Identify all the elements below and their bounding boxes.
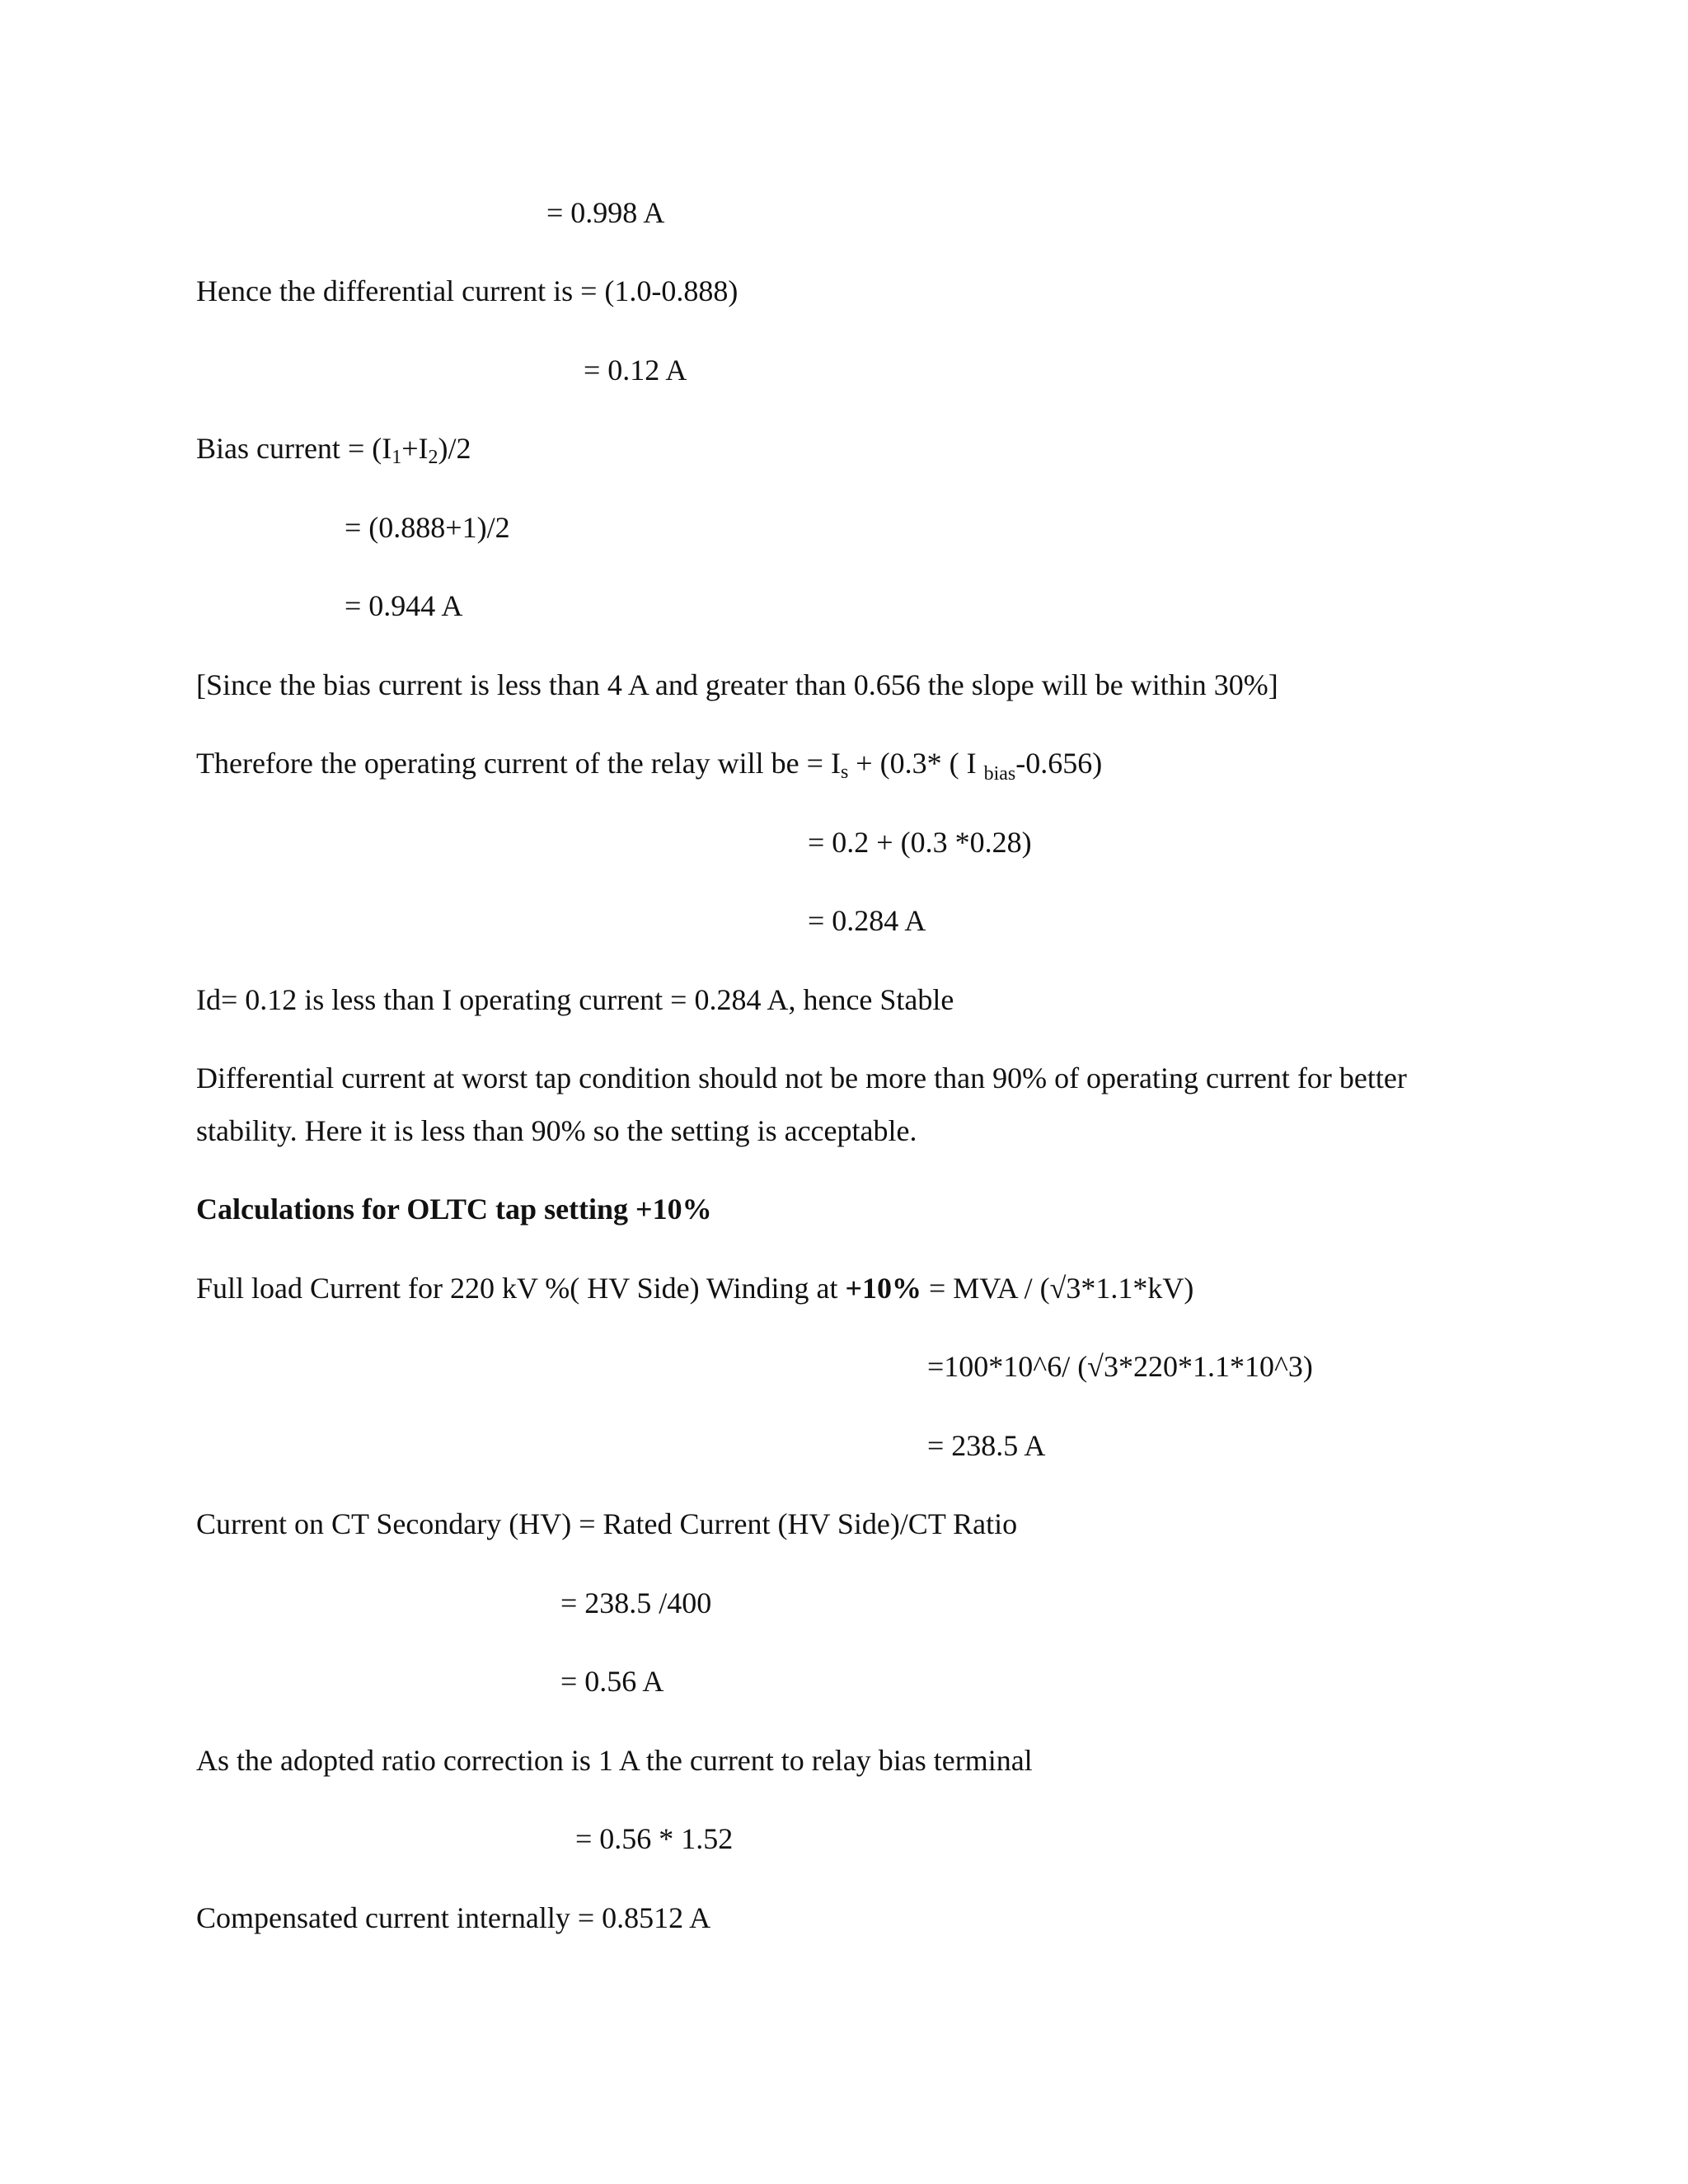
formula-line <box>196 1270 1193 1306</box>
text-fragment: +I <box>401 432 429 465</box>
text-fragment: + (0.3* ( I <box>848 747 984 780</box>
result-line: = 0.56 * 1.52 <box>575 1822 734 1855</box>
subscript: 1 <box>392 447 402 468</box>
result-line: = 0.2 + (0.3 *0.28) <box>808 826 1032 859</box>
result-line: = 0.998 A <box>546 196 665 229</box>
result-line: = 0.944 A <box>345 589 463 622</box>
result-line: = 238.5 /400 <box>560 1586 712 1619</box>
text-fragment: )/2 <box>438 432 471 465</box>
section-heading: Calculations for OLTC tap setting +10% <box>196 1193 712 1226</box>
text-line: Id= 0.12 is less than I operating current = 0.284 A, hence Stable <box>196 983 954 1016</box>
formula-line <box>196 745 1103 785</box>
text-fragment: Full load Current for 220 kV %( HV Side) Winding at <box>196 1272 846 1305</box>
result-line: = 0.56 A <box>560 1665 664 1698</box>
result-line: = 238.5 A <box>927 1429 1046 1462</box>
bold-fragment: +10% <box>845 1272 921 1305</box>
text-line: Compensated current internally = 0.8512 A <box>196 1901 711 1934</box>
subscript: s <box>840 762 849 783</box>
result-line: = 0.284 A <box>808 904 926 937</box>
result-line: =100*10^6/ (√3*220*1.1*10^3) <box>927 1350 1313 1383</box>
subscript: 2 <box>428 447 438 468</box>
text-line: stability. Here it is less than 90% so the setting is acceptable. <box>196 1114 917 1147</box>
text-fragment: -0.656) <box>1015 747 1103 780</box>
text-fragment: Therefore the operating current of the relay will be = I <box>196 747 841 780</box>
text-line: As the adopted ratio correction is 1 A the current to relay bias terminal <box>196 1744 1033 1777</box>
result-line: = 0.12 A <box>584 354 687 387</box>
text-fragment: Bias current = (I <box>196 432 392 465</box>
result-line: = (0.888+1)/2 <box>345 511 510 544</box>
text-line: [Since the bias current is less than 4 A and greater than 0.656 the slope will be within 30%] <box>196 668 1278 701</box>
text-line: Current on CT Secondary (HV) = Rated Current (HV Side)/CT Ratio <box>196 1507 1018 1540</box>
text-fragment: = MVA / (√3*1.1*kV) <box>921 1272 1194 1305</box>
text-line: Hence the differential current is = (1.0-0.888) <box>196 274 738 307</box>
formula-line <box>196 430 471 466</box>
text-line: Differential current at worst tap condition should not be more than 90% of operating current for better <box>196 1062 1407 1094</box>
subscript: bias <box>983 763 1016 785</box>
